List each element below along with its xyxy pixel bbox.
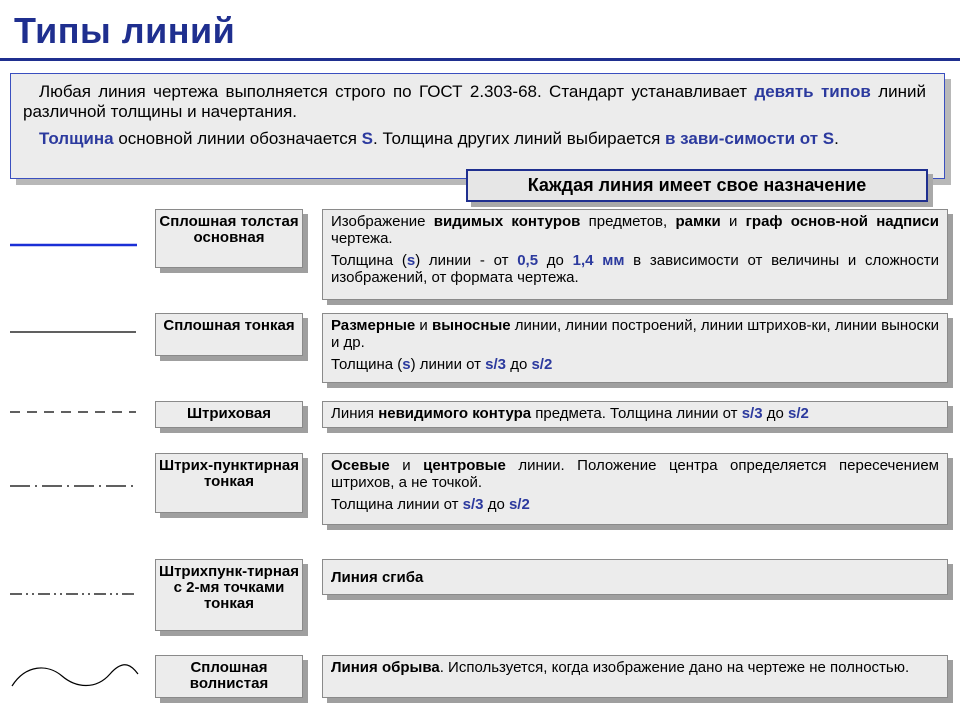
title-divider xyxy=(0,58,960,61)
desc-bold: Линия обрыва xyxy=(331,659,440,676)
intro-text: . Толщина других линий выбирается xyxy=(373,129,665,148)
intro-text: основной линии обозначается xyxy=(113,129,362,148)
desc-highlight: s xyxy=(402,356,411,373)
line-type-label: Штрихпунк-тирная с 2-мя точками тонкая xyxy=(155,559,303,631)
desc-highlight: s xyxy=(406,252,416,269)
line-type-label: Сплошная толстая основная xyxy=(155,209,303,268)
line-sample-thick-solid xyxy=(10,238,140,252)
desc-text: Толщина линии от xyxy=(331,496,463,513)
desc-bold: Размерные xyxy=(331,317,416,334)
desc-text: предметов, xyxy=(580,213,676,230)
section-banner: Каждая линия имеет свое назначение xyxy=(466,169,928,202)
intro-paragraph-1 xyxy=(23,82,926,122)
desc-bold: видимых контуров xyxy=(433,213,581,230)
desc-text: и xyxy=(720,213,746,230)
line-type-label: Штрих-пунктирная тонкая xyxy=(155,453,303,513)
desc-bold: граф основ-ной надписи xyxy=(745,213,939,230)
line-type-description xyxy=(322,401,948,428)
intro-highlight: S xyxy=(361,129,374,148)
desc-text: ) линии от xyxy=(410,356,486,373)
desc-text: предмета. Толщина линии от xyxy=(531,405,742,422)
desc-text: до xyxy=(483,496,509,513)
desc-highlight: s/3 xyxy=(485,356,507,373)
desc-text: до xyxy=(506,356,532,373)
desc-highlight: s/3 xyxy=(462,496,484,513)
desc-bold: выносные xyxy=(431,317,511,334)
line-type-description xyxy=(322,209,948,300)
desc-text: и xyxy=(415,317,432,334)
desc-highlight: s/2 xyxy=(508,496,530,513)
desc-text: линии. Положение центра определяется пересечением штрихов, а не точкой. xyxy=(331,457,939,491)
desc-text: чертежа. xyxy=(331,230,393,247)
line-type-description xyxy=(322,313,948,383)
desc-bold: Линия сгиба xyxy=(331,569,424,586)
intro-highlight: в зави-симости от S xyxy=(665,129,835,148)
line-sample-dash-dot xyxy=(10,479,140,493)
desc-text: Линия xyxy=(331,405,379,422)
line-type-description xyxy=(322,559,948,595)
line-sample-dashed xyxy=(10,405,140,419)
desc-text: линии, линии построений, линии штрихов-ки, линии выноски и др. xyxy=(331,317,939,351)
intro-text: . xyxy=(834,129,839,148)
desc-bold: Осевые xyxy=(331,457,390,474)
desc-text: в зависимости от величины и сложности изображений, от формата чертежа. xyxy=(331,252,940,286)
line-type-description xyxy=(322,453,948,525)
desc-highlight: s/2 xyxy=(531,356,553,373)
line-type-label: Сплошная тонкая xyxy=(155,313,303,356)
desc-highlight: 1,4 мм xyxy=(572,252,625,269)
intro-highlight: Толщина xyxy=(39,129,114,148)
line-type-label: Сплошная волнистая xyxy=(155,655,303,698)
desc-bold: рамки xyxy=(675,213,721,230)
desc-highlight: s/3 xyxy=(741,405,763,422)
desc-highlight: s/2 xyxy=(788,405,809,422)
intro-box xyxy=(10,73,945,179)
desc-text: Толщина ( xyxy=(331,356,403,373)
desc-bold: невидимого контура xyxy=(378,405,532,422)
intro-highlight: девять типов xyxy=(754,82,871,101)
desc-bold: центровые xyxy=(423,457,506,474)
intro-text: линий различной толщины и начертания. xyxy=(23,82,926,121)
desc-highlight: 0,5 xyxy=(517,252,539,269)
intro-text: Любая линия чертежа выполняется строго по ГОСТ 2.303-68. Стандарт устанавливает xyxy=(39,82,755,101)
intro-paragraph-2 xyxy=(23,129,926,149)
line-sample-dash-dot-dot xyxy=(10,587,140,601)
line-sample-thin-solid xyxy=(10,325,140,339)
desc-text: и xyxy=(389,457,424,474)
desc-text: Толщина ( xyxy=(331,252,407,269)
desc-text: . Используется, когда изображение дано на чертеже не полностью. xyxy=(439,659,910,676)
line-sample-wavy xyxy=(10,662,140,690)
desc-text: ) линии - от xyxy=(415,252,518,269)
page-title: Типы линий xyxy=(14,10,236,51)
desc-text: Изображение xyxy=(331,213,434,230)
desc-text: до xyxy=(762,405,789,422)
line-type-label: Штриховая xyxy=(155,401,303,428)
desc-text: до xyxy=(538,252,573,269)
line-type-description xyxy=(322,655,948,698)
